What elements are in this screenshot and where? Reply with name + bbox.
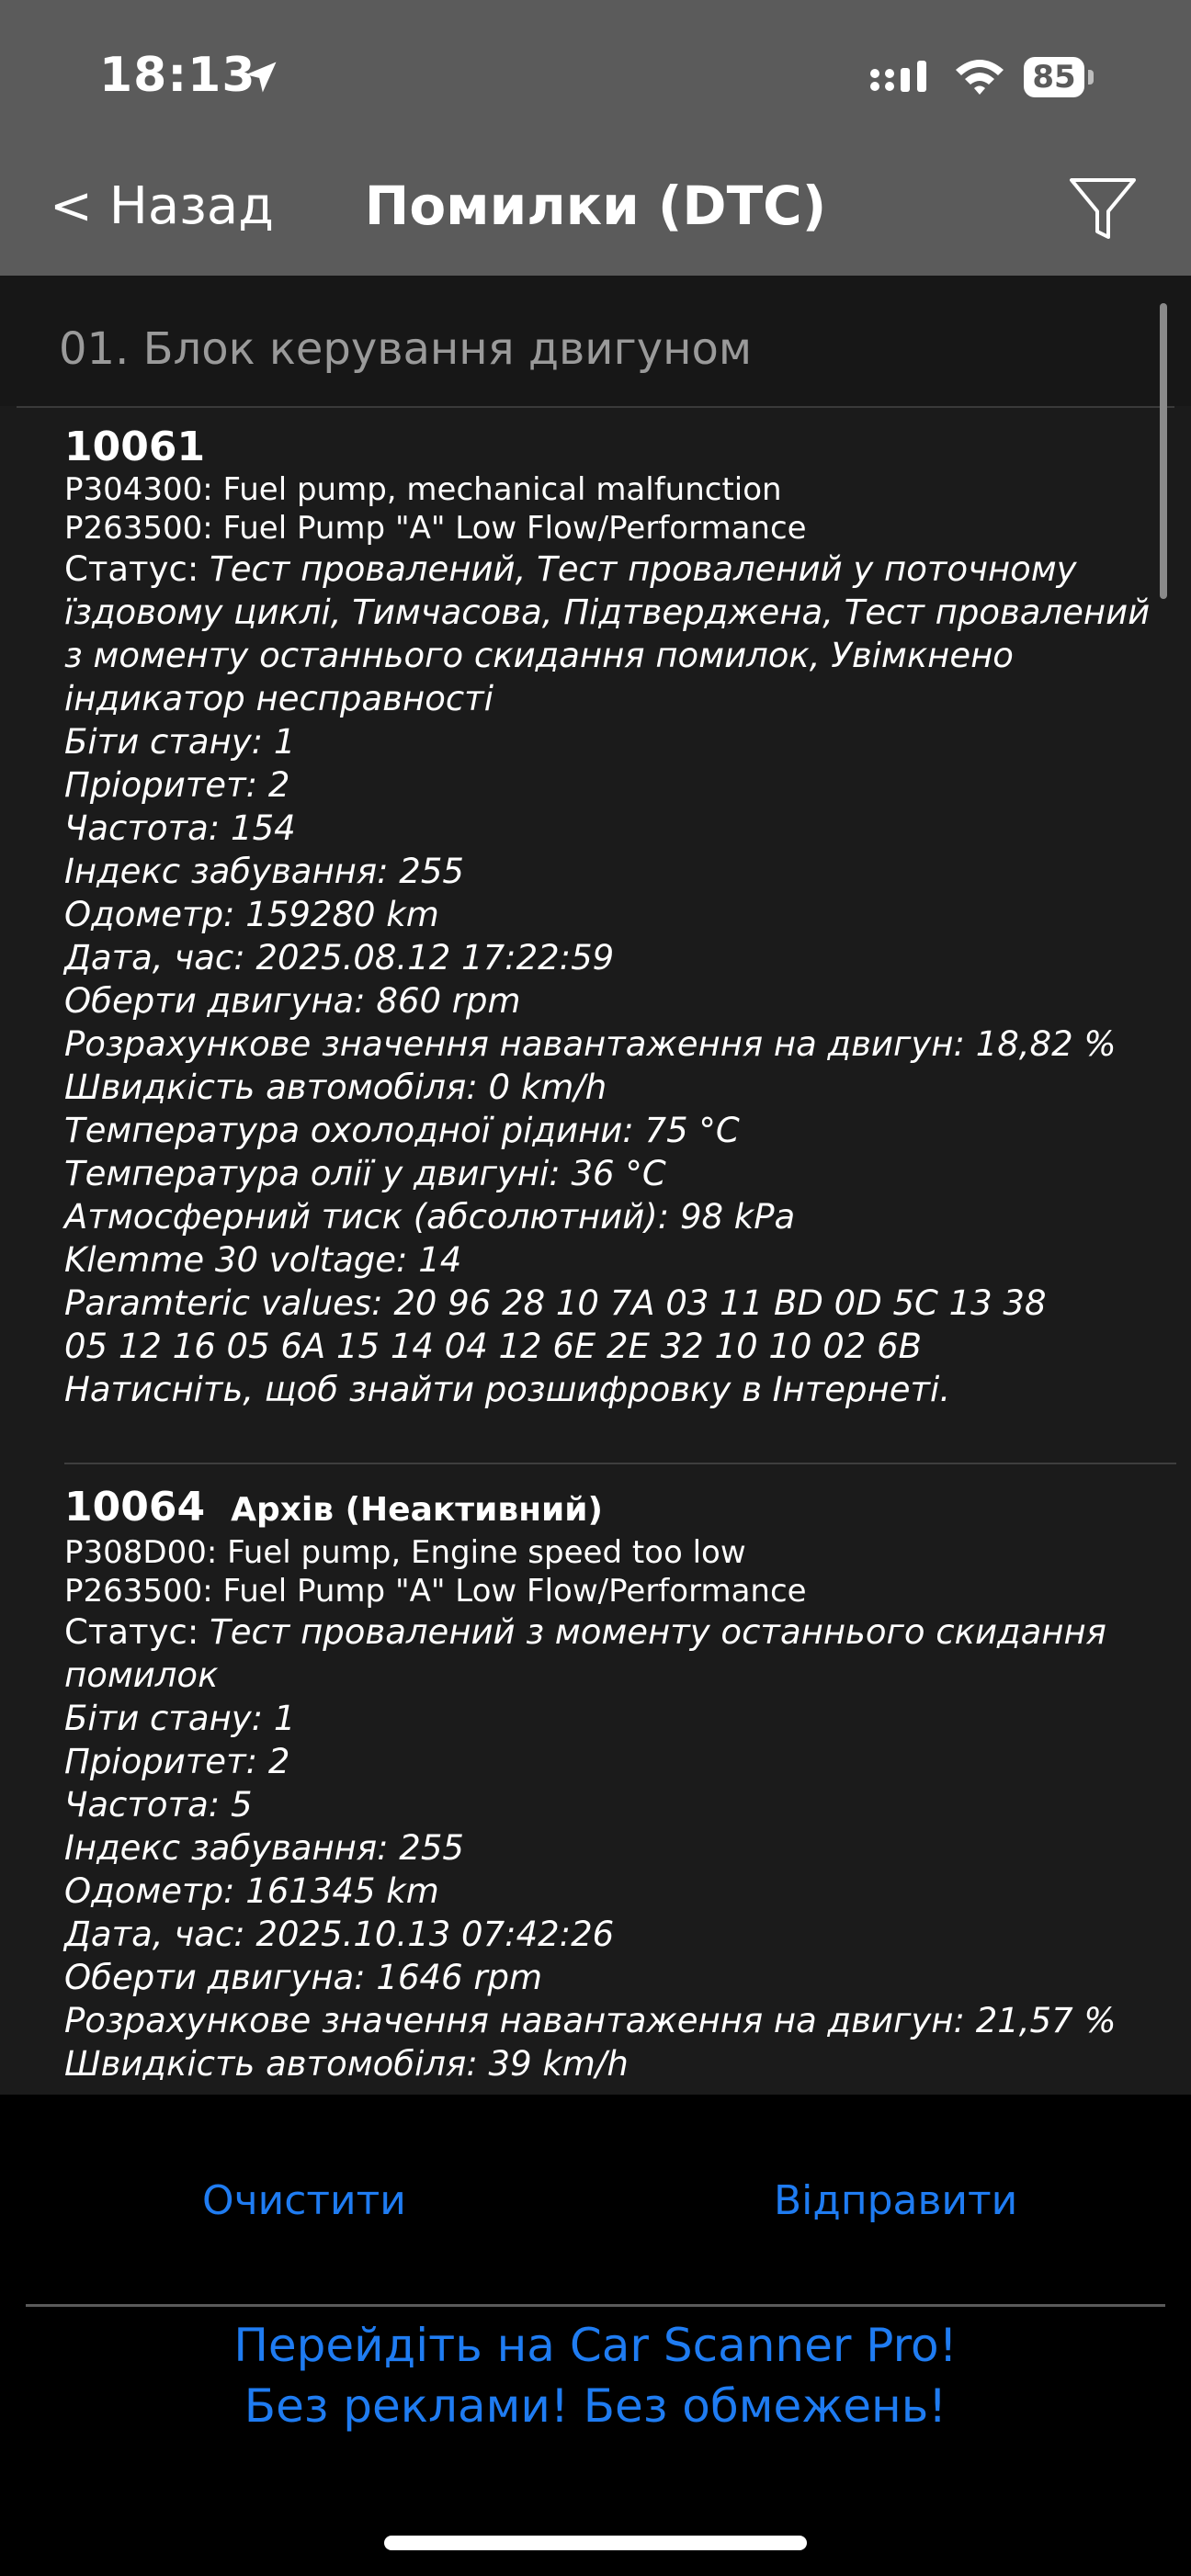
dtc-entry[interactable]	[64, 424, 1167, 1411]
status-time: 18:13	[99, 48, 256, 103]
dtc-detail: Розрахункове значення навантаження на двигун: 18,82 %	[64, 1024, 1117, 1064]
dtc-detail: Пріоритет: 2	[64, 765, 290, 805]
back-button[interactable]: < Назад	[50, 176, 274, 236]
dtc-detail: Частота: 5	[64, 1785, 253, 1825]
battery-tip	[1088, 70, 1094, 85]
dtc-detail: Paramteric values: 20 96 28 10 7A 03 11 BD 0D 5C 13 38	[64, 1283, 1047, 1323]
dtc-line: P308D00: Fuel pump, Engine speed too low	[64, 1534, 746, 1571]
dtc-detail: Індекс забування: 255	[64, 852, 464, 891]
cellular-signal-icon	[868, 59, 932, 99]
dtc-detail: Частота: 154	[64, 808, 296, 848]
status-value: Тест провалений, Тест провалений у поточному їздовому циклі, Тимчасова, Підтверджена, Тест провалений з моменту останнього скидання помилок, Увімкнено індикатор несправності	[64, 549, 1151, 718]
status-label: Статус:	[64, 1612, 199, 1652]
dtc-detail: Розрахункове значення навантаження на двигун: 21,57 %	[64, 2001, 1117, 2040]
dtc-code: 10064	[64, 1484, 206, 1531]
section-title: 01. Блок керування двигуном	[59, 323, 753, 375]
dtc-detail: Дата, час: 2025.10.13 07:42:26	[64, 1915, 615, 1954]
dtc-line: P263500: Fuel Pump "A" Low Flow/Performance	[64, 1573, 807, 1610]
dtc-detail: Оберти двигуна: 860 rpm	[64, 981, 521, 1021]
dtc-detail: Klemme 30 voltage: 14	[64, 1240, 462, 1280]
dtc-detail: Швидкість автомобіля: 39 km/h	[64, 2044, 629, 2084]
dtc-code-row	[64, 1485, 1167, 1533]
dtc-detail: 05 12 16 05 6A 15 14 04 12 6E 2E 32 10 10 02 6B	[64, 1327, 923, 1366]
section-header	[0, 276, 1191, 406]
navigation-header	[0, 0, 1191, 276]
status-label: Статус:	[64, 549, 199, 589]
dtc-detail: Одометр: 161345 km	[64, 1871, 439, 1911]
wifi-icon	[952, 55, 1007, 99]
dtc-line: P304300: Fuel pump, mechanical malfunction	[64, 471, 782, 508]
status-value: Тест провалений з моменту останнього скидання помилок	[64, 1612, 1106, 1695]
dtc-line: P263500: Fuel Pump "A" Low Flow/Performance	[64, 510, 807, 547]
lookup-online-link[interactable]: Натисніть, щоб знайти розшифровку в Інтернеті.	[64, 1370, 951, 1409]
dtc-detail: Температура олії у двигуні: 36 °C	[64, 1154, 666, 1193]
dtc-list[interactable]	[0, 276, 1191, 2095]
promo-line: Перейдіть на Car Scanner Pro!	[233, 2319, 958, 2372]
promo-line: Без реклами! Без обмежень!	[244, 2379, 947, 2433]
bottom-bar	[0, 2095, 1191, 2576]
dtc-detail: Пріоритет: 2	[64, 1742, 290, 1781]
bottom-divider	[26, 2304, 1165, 2307]
send-button[interactable]: Відправити	[774, 2177, 1018, 2224]
dtc-detail: Одометр: 159280 km	[64, 895, 439, 934]
dtc-detail: Біти стану: 1	[64, 1699, 296, 1738]
dtc-detail: Швидкість автомобіля: 0 km/h	[64, 1068, 607, 1107]
dtc-detail: Температура охолодної рідини: 75 °C	[64, 1111, 740, 1150]
dtc-detail: Атмосферний тиск (абсолютний): 98 kPa	[64, 1197, 796, 1237]
dtc-detail: Індекс забування: 255	[64, 1828, 464, 1868]
location-arrow-icon	[241, 57, 281, 97]
dtc-state-badge: Архів (Неактивний)	[231, 1491, 603, 1529]
dtc-entry[interactable]	[64, 1485, 1167, 2085]
dtc-code: 10061	[64, 424, 206, 470]
dtc-detail: Оберти двигуна: 1646 rpm	[64, 1958, 543, 1997]
home-indicator[interactable]	[384, 2536, 807, 2550]
dtc-status	[64, 548, 1167, 720]
battery-indicator	[1024, 57, 1097, 101]
filter-icon[interactable]	[1066, 171, 1140, 244]
section-divider	[17, 406, 1174, 408]
clear-button[interactable]: Очистити	[202, 2177, 406, 2224]
page-title: Помилки (DTC)	[364, 175, 827, 237]
dtc-detail: Дата, час: 2025.08.12 17:22:59	[64, 938, 615, 977]
dtc-status	[64, 1610, 1167, 1697]
upgrade-promo-link[interactable]	[0, 2315, 1191, 2436]
battery-level: 85	[1024, 57, 1084, 97]
dtc-detail: Біти стану: 1	[64, 722, 296, 762]
entry-divider	[64, 1463, 1176, 1464]
